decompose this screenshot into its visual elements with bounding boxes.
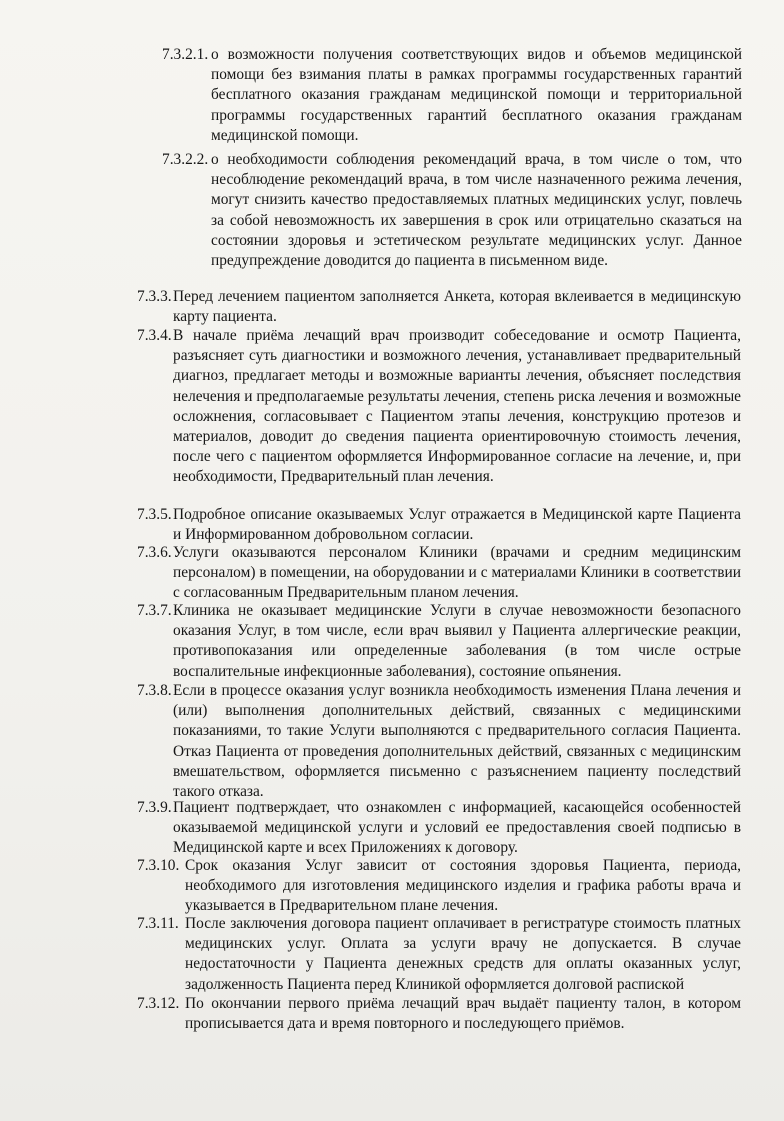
clause-text: Услуги оказываются персоналом Клиники (врачами и средним медицинским персоналом) в помещении, на оборудовании и с материалами Клиники в соответствии с согласованным Предварительным планом лечения. [173, 544, 741, 602]
clause-text: Перед лечением пациентом заполняется Анкета, которая вклеивается в медицинскую карту пациента. [173, 288, 741, 326]
clause-number: 7.3.2.1. [162, 46, 209, 63]
clause-number: 7.3.5. [137, 506, 172, 523]
clause-number: 7.3.3. [137, 288, 172, 305]
clause-7-3-2-2 [162, 150, 742, 271]
clause-7-3-11 [137, 914, 741, 995]
clause-text: о необходимости соблюдения рекомендаций врача, в том числе о том, что несоблюдение рекомендаций врача, в том числе назначенного режима лечения, могут снизить качество предоставляемых платных медицинских услуг, повлечь за собой невозможность их завершения в срок или отрицательно сказаться на состоянии здоровья и эстетическом результате медицинских услуг. Данное предупреждение доводится до пациента в письменном виде. [211, 151, 742, 270]
clause-number: 7.3.8. [137, 682, 172, 699]
clause-number: 7.3.11. [137, 915, 179, 932]
clause-text: о возможности получения соответствующих видов и объемов медицинской помощи без взимания платы в рамках программы государственных гарантий бесплатного оказания гражданам медицинской помощи и территориальной программы государственных гарантий бесплатного оказания гражданам медицинской помощи. [211, 46, 742, 144]
clause-number: 7.3.9. [137, 799, 172, 816]
clause-7-3-8 [137, 681, 741, 802]
clause-number: 7.3.10. [137, 857, 180, 874]
clause-number: 7.3.6. [137, 544, 172, 561]
clause-text: В начале приёма лечащий врач производит собеседование и осмотр Пациента, разъясняет суть диагностики и возможного лечения, устанавливает предварительный диагноз, предлагает методы и возможные варианты лечения, объясняет последствия нелечения и предполагаемые результаты лечения, степень риска лечения и возможные осложнения, согласовывает с Пациентом этапы лечения, конструкцию протезов и материалов, доводит до сведения пациента ориентировочную стоимость лечения, после чего с пациентом оформляется Информированное согласие на лечение, и, при необходимости, Предварительный план лечения. [173, 327, 741, 486]
clause-number: 7.3.12. [137, 995, 180, 1012]
clause-text: По окончании первого приёма лечащий врач выдаёт пациенту талон, в котором прописывается дата и время повторного и последующего приёмов. [185, 995, 741, 1033]
clause-7-3-4 [137, 326, 741, 488]
clause-number: 7.3.2.2. [162, 151, 209, 168]
clause-7-3-3 [137, 287, 741, 327]
clause-number: 7.3.4. [137, 327, 172, 344]
clause-number: 7.3.7. [137, 602, 172, 619]
clause-text: После заключения договора пациент оплачивает в регистратуре стоимость платных медицинских услуг. Оплата за услуги врачу не допускается. В случае недостаточности у Пациента денежных средств для оплаты оказанных услуг, задолженность Пациента перед Клиникой оформляется долговой распиской [185, 915, 741, 993]
clause-text: Пациент подтверждает, что ознакомлен с информацией, касающейся особенностей оказываемой медицинской услуги и условий ее предоставления своей подписью в Медицинской карте и всех Приложениях к договору. [173, 799, 741, 857]
clause-text: Если в процессе оказания услуг возникла необходимость изменения Плана лечения и (или) выполнения дополнительных действий, связанных с медицинскими показаниями, то такие Услуги выполняются с предварительного согласия Пациента. Отказ Пациента от проведения дополнительных действий, связанных с медицинским вмешательством, оформляется письменно с разъяснением пациенту последствий такого отказа. [173, 682, 741, 801]
clause-text: Срок оказания Услуг зависит от состояния здоровья Пациента, периода, необходимого для изготовления медицинского изделия и графика работы врача и указывается в Предварительном плане лечения. [185, 857, 741, 915]
clause-7-3-9 [137, 798, 741, 859]
clause-7-3-10 [137, 856, 741, 917]
clause-text: Подробное описание оказываемых Услуг отражается в Медицинской карте Пациента и Информированном добровольном согласии. [173, 506, 741, 544]
clause-7-3-2-1 [162, 45, 742, 146]
clause-7-3-6 [137, 543, 741, 604]
clause-text: Клиника не оказывает медицинские Услуги в случае невозможности безопасного оказания Услуг, в том числе, если врач выявил у Пациента аллергические реакции, противопоказания или определенные заболевания (в том числе острые воспалительные инфекционные заболевания), состояние опьянения. [173, 602, 741, 680]
clause-7-3-5 [137, 505, 741, 545]
clause-7-3-12 [137, 994, 741, 1034]
clause-7-3-7 [137, 601, 741, 682]
